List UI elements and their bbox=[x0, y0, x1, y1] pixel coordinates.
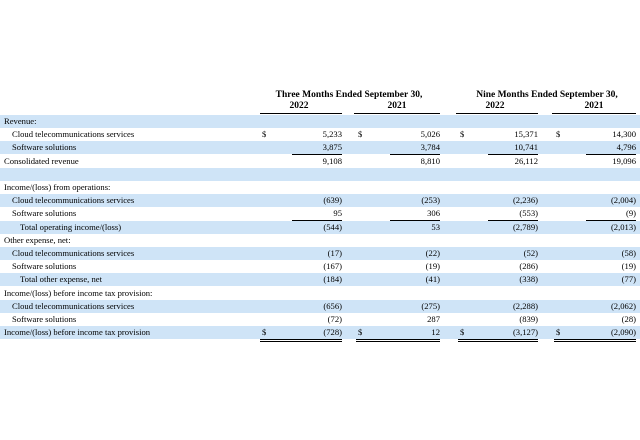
total-double-rule bbox=[260, 341, 342, 342]
row-label: Software solutions bbox=[12, 142, 77, 153]
row-label: Revenue: bbox=[4, 116, 37, 126]
table-row bbox=[0, 247, 640, 260]
table-row bbox=[0, 141, 640, 154]
amount-cell: 287 bbox=[427, 314, 440, 324]
amount-cell: 12 bbox=[431, 327, 440, 338]
total-double-rule bbox=[458, 341, 538, 342]
row-label: Cloud telecommunications services bbox=[12, 129, 135, 140]
amount-cell: 4,796 bbox=[616, 142, 636, 153]
amount-cell: (639) bbox=[323, 195, 342, 206]
header-year-col-2: 2021 bbox=[387, 101, 407, 111]
currency-symbol: $ bbox=[358, 327, 363, 338]
amount-cell: 5,026 bbox=[420, 129, 440, 140]
amount-cell: (2,013) bbox=[610, 221, 636, 232]
amount-cell: (3,127) bbox=[512, 327, 538, 338]
row-label: Software solutions bbox=[12, 314, 77, 324]
row-label: Total other expense, net bbox=[20, 274, 102, 285]
total-double-rule bbox=[356, 341, 440, 342]
amount-cell: (2,789) bbox=[512, 221, 538, 232]
table-row bbox=[0, 168, 640, 181]
amount-cell: 10,741 bbox=[514, 142, 538, 153]
row-label: Software solutions bbox=[12, 261, 77, 272]
amount-cell: (253) bbox=[421, 195, 440, 206]
financial-table bbox=[0, 84, 640, 350]
amount-cell: (728) bbox=[323, 327, 342, 338]
amount-cell: 306 bbox=[427, 208, 440, 219]
amount-cell: (553) bbox=[519, 208, 538, 219]
amount-cell: (2,004) bbox=[610, 195, 636, 206]
amount-cell: (286) bbox=[519, 261, 538, 272]
table-row bbox=[0, 181, 640, 194]
table-row bbox=[0, 128, 640, 141]
amount-cell: (2,090) bbox=[610, 327, 636, 338]
total-double-rule bbox=[260, 339, 342, 340]
currency-symbol: $ bbox=[358, 129, 363, 140]
amount-cell: (2,062) bbox=[610, 300, 636, 311]
amount-cell: (58) bbox=[621, 248, 636, 258]
amount-cell: 26,112 bbox=[514, 155, 538, 166]
currency-symbol: $ bbox=[556, 327, 561, 338]
amount-cell: (19) bbox=[425, 261, 440, 272]
total-double-rule bbox=[554, 341, 636, 342]
table-row bbox=[0, 326, 640, 339]
amount-cell: (275) bbox=[421, 300, 440, 311]
header-year-col-4: 2021 bbox=[584, 101, 604, 111]
amount-cell: 53 bbox=[431, 221, 440, 232]
total-double-rule bbox=[554, 339, 636, 340]
amount-cell: 5,233 bbox=[322, 129, 342, 140]
header-nine-months: Nine Months Ended September 30, bbox=[476, 90, 618, 100]
header-year-col-1: 2022 bbox=[289, 101, 309, 111]
row-label: Other expense, net: bbox=[4, 234, 71, 245]
amount-cell: (52) bbox=[523, 248, 538, 258]
table-row bbox=[0, 287, 640, 300]
amount-cell: (338) bbox=[519, 274, 538, 285]
currency-symbol: $ bbox=[262, 327, 267, 338]
table-row bbox=[0, 260, 640, 273]
amount-cell: (77) bbox=[621, 274, 636, 285]
amount-cell: (19) bbox=[621, 261, 636, 272]
amount-cell: (656) bbox=[323, 300, 342, 311]
amount-cell: (2,288) bbox=[512, 300, 538, 311]
total-double-rule bbox=[356, 339, 440, 340]
header-rule-1 bbox=[260, 113, 342, 114]
amount-cell: (544) bbox=[323, 221, 342, 232]
amount-cell: 15,371 bbox=[514, 129, 538, 140]
table-row bbox=[0, 155, 640, 168]
total-double-rule bbox=[458, 339, 538, 340]
amount-cell: (41) bbox=[425, 274, 440, 285]
currency-symbol: $ bbox=[460, 327, 465, 338]
header-rule-2 bbox=[354, 113, 440, 114]
table-row bbox=[0, 234, 640, 247]
table-row bbox=[0, 300, 640, 313]
amount-cell: (167) bbox=[323, 261, 342, 272]
amount-cell: 8,810 bbox=[420, 155, 440, 166]
table-row bbox=[0, 273, 640, 286]
amount-cell: (22) bbox=[425, 248, 440, 258]
table-row bbox=[0, 115, 640, 128]
amount-cell: 3,875 bbox=[322, 142, 342, 153]
amount-cell: (72) bbox=[327, 314, 342, 324]
amount-cell: 95 bbox=[333, 208, 342, 219]
amount-cell: (28) bbox=[621, 314, 636, 324]
amount-cell: (2,236) bbox=[512, 195, 538, 206]
amount-cell: 9,108 bbox=[322, 155, 342, 166]
row-label: Income/(loss) before income tax provision bbox=[4, 327, 151, 338]
currency-symbol: $ bbox=[556, 129, 561, 140]
row-label: Total operating income/(loss) bbox=[20, 221, 122, 232]
header-three-months: Three Months Ended September 30, bbox=[275, 90, 423, 100]
amount-cell: 19,096 bbox=[612, 155, 636, 166]
amount-cell: 3,784 bbox=[420, 142, 440, 153]
amount-cell: 14,300 bbox=[612, 129, 636, 140]
row-label: Cloud telecommunications services bbox=[12, 248, 135, 258]
amount-cell: (184) bbox=[323, 274, 342, 285]
header-rule-3 bbox=[456, 113, 538, 114]
row-label: Cloud telecommunications services bbox=[12, 195, 135, 206]
amount-cell: (17) bbox=[327, 248, 342, 258]
row-label: Consolidated revenue bbox=[4, 155, 79, 166]
row-label: Cloud telecommunications services bbox=[12, 300, 135, 311]
row-label: Income/(loss) from operations: bbox=[4, 182, 111, 192]
row-label: Income/(loss) before income tax provision: bbox=[4, 287, 153, 298]
header-rule-4 bbox=[552, 113, 636, 114]
table-row bbox=[0, 313, 640, 326]
row-label: Software solutions bbox=[12, 208, 77, 219]
table-row bbox=[0, 207, 640, 220]
currency-symbol: $ bbox=[262, 129, 267, 140]
table-row bbox=[0, 221, 640, 234]
amount-cell: (839) bbox=[519, 314, 538, 324]
header-year-col-3: 2022 bbox=[485, 101, 505, 111]
amount-cell: (9) bbox=[625, 208, 636, 219]
table-row bbox=[0, 194, 640, 207]
currency-symbol: $ bbox=[460, 129, 465, 140]
